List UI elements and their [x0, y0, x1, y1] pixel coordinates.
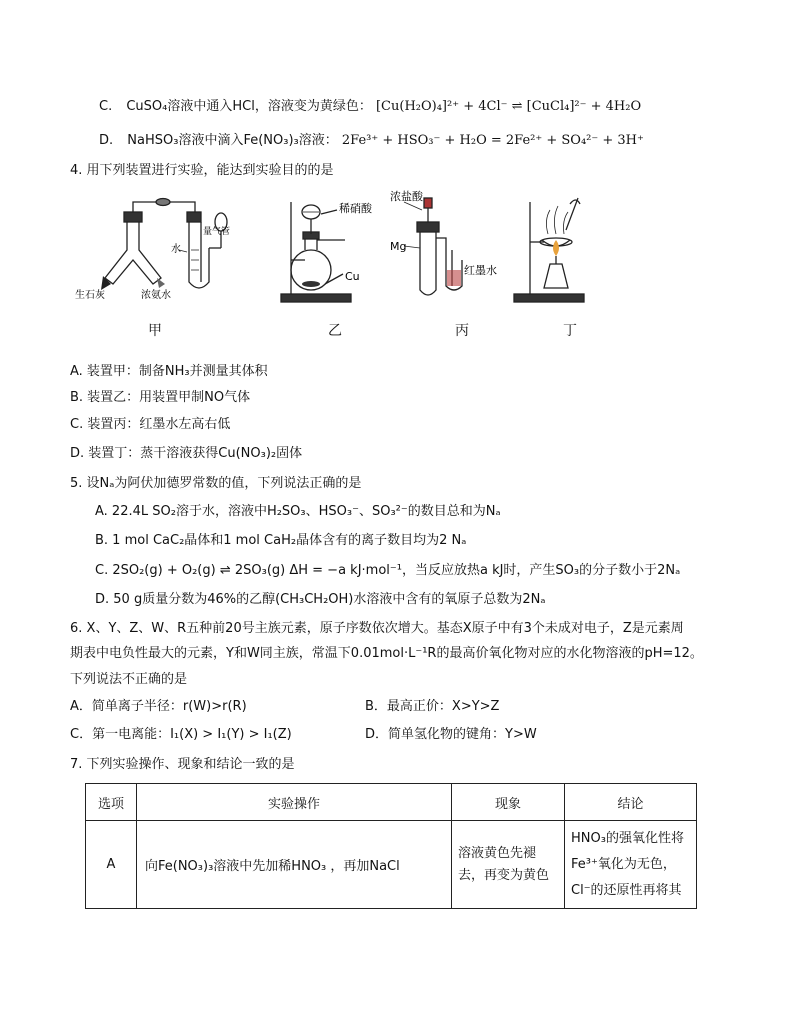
label-conc-hcl: 浓盐酸 [390, 190, 423, 203]
cell-option: A [86, 821, 137, 909]
label-gas-tube: 量气管 [203, 227, 231, 237]
apparatus-bing-figure [390, 190, 510, 310]
q4-option-d: D. 装置丁：蒸干溶液获得Cu(NO₃)₂固体 [70, 446, 303, 461]
q4-stem: 4. 用下列装置进行实验，能达到实验目的的是 [70, 163, 334, 178]
q3-d-equation: 2Fe³⁺ + HSO₃⁻ + H₂O = 2Fe²⁺ + SO₄²⁻ + 3H⁺ [341, 133, 644, 148]
table-header-row [86, 784, 697, 821]
conclusion-line: HNO₃的强氧化性将 [571, 830, 684, 846]
label-magnesium: Mg [390, 240, 407, 253]
q3-d-prefix: NaHSO₃溶液中滴入Fe(NO₃)₃溶液： [127, 133, 338, 148]
q7-stem: 7. 下列实验操作、现象和结论一致的是 [70, 757, 295, 772]
q6-stem-line2: 期表中电负性最大的元素，Y和W同主族，常温下0.01mol·L⁻¹R的最高价氧化物对应的水化物溶液的pH=12。 [70, 646, 703, 661]
apparatus-yi-figure [275, 190, 385, 310]
q3-c-label: C. [99, 99, 113, 114]
caption-jia: 甲 [148, 323, 162, 339]
experiment-table [85, 783, 697, 909]
q3-d-label: D. [99, 133, 114, 148]
header-conclusion: 结论 [565, 784, 697, 821]
cell-conclusion [565, 821, 697, 909]
q5-option-c: C. 2SO₂(g) + O₂(g) ⇌ 2SO₃(g) ΔH = −a kJ·mol⁻¹，当反应放热a kJ时，产生SO₃的分子数小于2Nₐ [95, 563, 681, 578]
phenomenon-line: 去，再变为黄色 [458, 867, 550, 883]
label-ammonia-water: 浓氨水 [141, 290, 171, 301]
q6-option-a: A．简单离子半径：r(W)>r(R) [70, 699, 247, 714]
q3-option-c [99, 98, 641, 116]
q4-option-c: C. 装置丙：红墨水左高右低 [70, 417, 231, 432]
q5-stem: 5. 设Nₐ为阿伏加德罗常数的值，下列说法正确的是 [70, 476, 362, 491]
apparatus-ding-figure [510, 190, 600, 310]
q6-option-c: C．第一电离能：I₁(X) > I₁(Y) > I₁(Z) [70, 727, 292, 742]
conclusion-line: Cl⁻的还原性再将其 [571, 882, 682, 898]
header-option: 选项 [86, 784, 137, 821]
q6-option-d: D．简单氢化物的键角：Y>W [365, 727, 537, 742]
q6-stem-line1: 6. X、Y、Z、W、R五种前20号主族元素，原子序数依次增大。基态X原子中有3个未成对电子，Z是元素周 [70, 621, 684, 636]
q4-option-b: B. 装置乙：用装置甲制NO气体 [70, 390, 251, 405]
q5-option-d: D. 50 g质量分数为46%的乙醇(CH₃CH₂OH)水溶液中含有的氧原子总数为2Nₐ [95, 592, 546, 607]
q3-c-prefix: CuSO₄溶液中通入HCl，溶液变为黄绿色： [126, 99, 372, 114]
cell-phenomenon [452, 821, 565, 909]
label-copper: Cu [345, 270, 360, 283]
table-row [86, 821, 697, 909]
label-water: 水 [171, 244, 181, 255]
q5-option-a: A. 22.4L SO₂溶于水，溶液中H₂SO₃、HSO₃⁻、SO₃²⁻的数目总和为Nₐ [95, 504, 501, 519]
header-operation: 实验操作 [137, 784, 452, 821]
caption-bing: 丙 [455, 323, 469, 339]
label-quicklime: 生石灰 [75, 290, 105, 301]
q3-option-d [99, 132, 644, 150]
apparatus-jia-figure [75, 190, 250, 310]
q5-option-b: B. 1 mol CaC₂晶体和1 mol CaH₂晶体含有的离子数目均为2 Nₐ [95, 533, 467, 548]
q6-stem-line3: 下列说法不正确的是 [70, 672, 188, 687]
q4-option-a: A. 装置甲：制备NH₃并测量其体积 [70, 364, 268, 379]
conclusion-line: Fe³⁺氧化为无色， [571, 856, 676, 872]
caption-yi: 乙 [328, 323, 342, 339]
label-red-ink: 红墨水 [464, 264, 497, 277]
header-phenomenon: 现象 [452, 784, 565, 821]
label-dilute-nitric-acid: 稀硝酸 [339, 202, 372, 215]
caption-ding: 丁 [563, 323, 577, 339]
phenomenon-line: 溶液黄色先褪 [458, 845, 537, 861]
q6-option-b: B．最高正价：X>Y>Z [365, 699, 500, 714]
cell-operation: 向Fe(NO₃)₃溶液中先加稀HNO₃ ，再加NaCl [137, 821, 452, 909]
q3-c-equation: [Cu(H₂O)₄]²⁺ + 4Cl⁻ ⇌ [CuCl₄]²⁻ + 4H₂O [375, 99, 642, 114]
